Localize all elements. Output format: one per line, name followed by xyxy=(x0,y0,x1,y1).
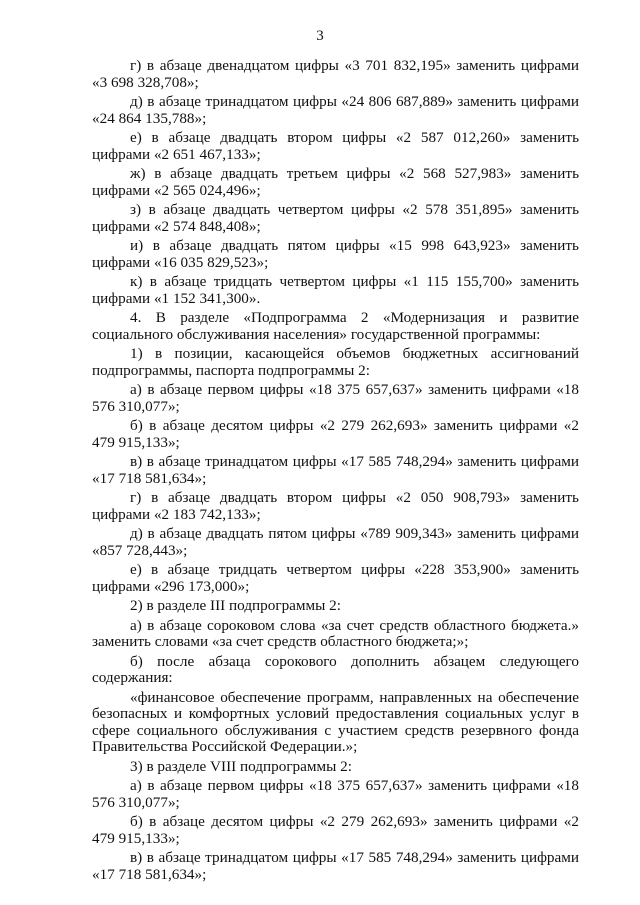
paragraph: в) в абзаце тринадцатом цифры «17 585 748,294» заменить цифрами «17 718 581,634»; xyxy=(92,849,579,883)
paragraph: 2) в разделе III подпрограммы 2: xyxy=(130,597,341,614)
paragraph: б) в абзаце десятом цифры «2 279 262,693» заменить цифрами «2 479 915,133»; xyxy=(92,813,579,847)
paragraph: в) в абзаце тринадцатом цифры «17 585 748,294» заменить цифрами «17 718 581,634»; xyxy=(92,453,579,487)
quoted-paragraph: «финансовое обеспечение программ, направленных на обеспечение безопасных и комфортных условий предоставления социальных услуг в сфере социального обслуживания с участием средств резервного фонда Правительства Российской Федерации.»; xyxy=(92,688,579,755)
paragraph: а) в абзаце первом цифры «18 375 657,637» заменить цифрами «18 576 310,077»; xyxy=(92,381,579,415)
paragraph: к) в абзаце тридцать четвертом цифры «1 115 155,700» заменить цифрами «1 152 341,300». xyxy=(92,273,579,307)
paragraph: г) в абзаце двадцать втором цифры «2 050 908,793» заменить цифрами «2 183 742,133»; xyxy=(92,489,579,523)
paragraph: з) в абзаце двадцать четвертом цифры «2 578 351,895» заменить цифрами «2 574 848,408»; xyxy=(92,201,579,235)
paragraph: б) в абзаце десятом цифры «2 279 262,693» заменить цифрами «2 479 915,133»; xyxy=(92,417,579,451)
paragraph: е) в абзаце двадцать втором цифры «2 587 012,260» заменить цифрами «2 651 467,133»; xyxy=(92,129,579,163)
paragraph: 3) в разделе VIII подпрограммы 2: xyxy=(130,757,352,775)
paragraph: ж) в абзаце двадцать третьем цифры «2 568 527,983» заменить цифрами «2 565 024,496»; xyxy=(92,165,579,199)
section-heading: 4. В разделе «Подпрограмма 2 «Модернизация и развитие социального обслуживания населения» государственной программы: xyxy=(92,309,579,343)
paragraph: 1) в позиции, касающейся объемов бюджетных ассигнований подпрограммы, паспорта подпрограммы 2: xyxy=(92,345,579,379)
document-body xyxy=(92,58,579,886)
paragraph: б) после абзаца сорокового дополнить абзацем следующего содержания: xyxy=(92,652,579,686)
paragraph: а) в абзаце первом цифры «18 375 657,637» заменить цифрами «18 576 310,077»; xyxy=(92,777,579,811)
paragraph: д) в абзаце тринадцатом цифры «24 806 687,889» заменить цифрами «24 864 135,788»; xyxy=(92,93,579,127)
paragraph: е) в абзаце тридцать четвертом цифры «228 353,900» заменить цифрами «296 173,000»; xyxy=(92,561,579,595)
paragraph: г) в абзаце двенадцатом цифры «3 701 832,195» заменить цифрами «3 698 328,708»; xyxy=(92,57,579,91)
page-number: 3 xyxy=(316,28,324,44)
paragraph: д) в абзаце двадцать пятом цифры «789 909,343» заменить цифрами «857 728,443»; xyxy=(92,525,579,559)
paragraph: а) в абзаце сороковом слова «за счет средств областного бюджета.» заменить словами «за счет средств областного бюджета;»; xyxy=(92,616,579,650)
paragraph: и) в абзаце двадцать пятом цифры «15 998 643,923» заменить цифрами «16 035 829,523»; xyxy=(92,237,579,271)
